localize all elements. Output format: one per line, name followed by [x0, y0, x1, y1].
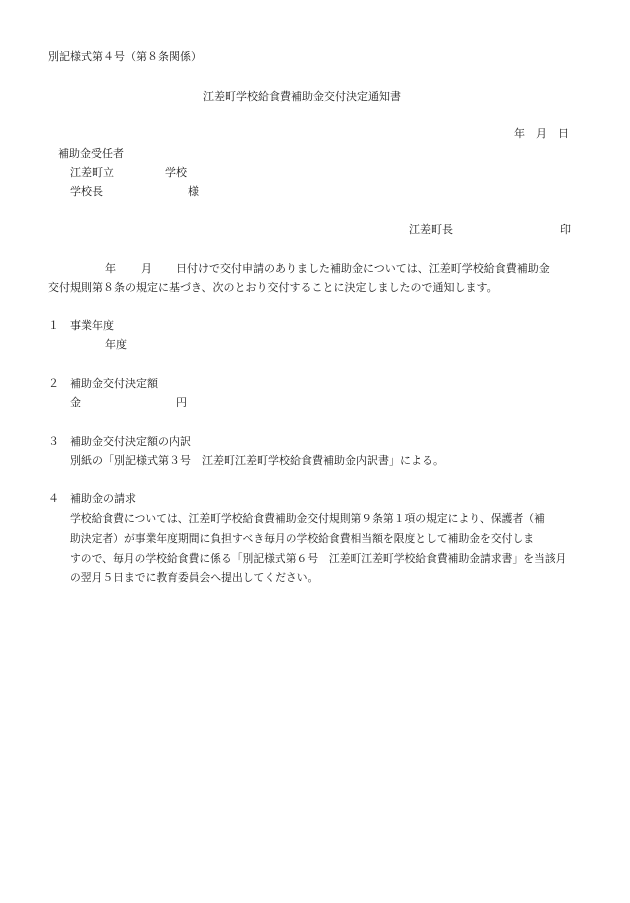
school-prefix: 江差町立 [70, 166, 114, 179]
section-3-heading: 補助金交付決定額の内訳 [70, 435, 191, 448]
seal-mark: 印 [560, 223, 571, 236]
section-4-line-4: の翌月５日までに教育委員会へ提出してください。 [70, 571, 319, 584]
body-date-year: 年 [105, 262, 116, 275]
section-1-number: １ [48, 319, 59, 332]
section-4-line-1: 学校給食費については、江差町学校給食費補助金交付規則第９条第１項の規定により、保護者（補 [70, 512, 545, 525]
body-intro: 日付けで交付申請のありました補助金については、江差町学校給食費補助金 [176, 262, 550, 275]
section-2-number: ２ [48, 377, 59, 390]
amount-prefix: 金 [70, 396, 81, 409]
section-1-content: 年度 [105, 338, 127, 351]
section-4-line-2: 助決定者）が事業年度期間に負担すべき毎月の学校給食費相当額を限度として補助金を交付しま [70, 532, 535, 545]
section-4-heading: 補助金の請求 [70, 492, 136, 505]
principal-label: 学校長 [70, 185, 103, 198]
document-title: 江差町学校給食費補助金交付決定通知書 [203, 90, 401, 103]
amount-suffix: 円 [176, 396, 187, 409]
section-4-line-3: すので、毎月の学校給食費に係る「別記様式第６号 江差町江差町学校給食費補助金請求書」を当該月 [70, 552, 567, 565]
section-2-heading: 補助金交付決定額 [70, 377, 158, 390]
section-3-number: ３ [48, 435, 59, 448]
section-1-heading: 事業年度 [70, 319, 114, 332]
body-date-month: 月 [141, 262, 152, 275]
section-4-number: ４ [48, 492, 59, 505]
date-line: 年 月 日 [514, 127, 569, 140]
honorific: 様 [188, 185, 199, 198]
section-3-content: 別紙の「別記様式第３号 江差町江差町学校給食費補助金内訳書」による。 [70, 454, 444, 467]
body-line-2: 交付規則第８条の規定に基づき、次のとおり交付することに決定しましたので通知します。 [48, 281, 498, 294]
form-label: 別記様式第４号（第８条関係） [48, 50, 202, 63]
recipient-label: 補助金受任者 [58, 147, 124, 160]
sender-name: 江差町長 [409, 223, 453, 236]
school-suffix: 学校 [165, 166, 187, 179]
